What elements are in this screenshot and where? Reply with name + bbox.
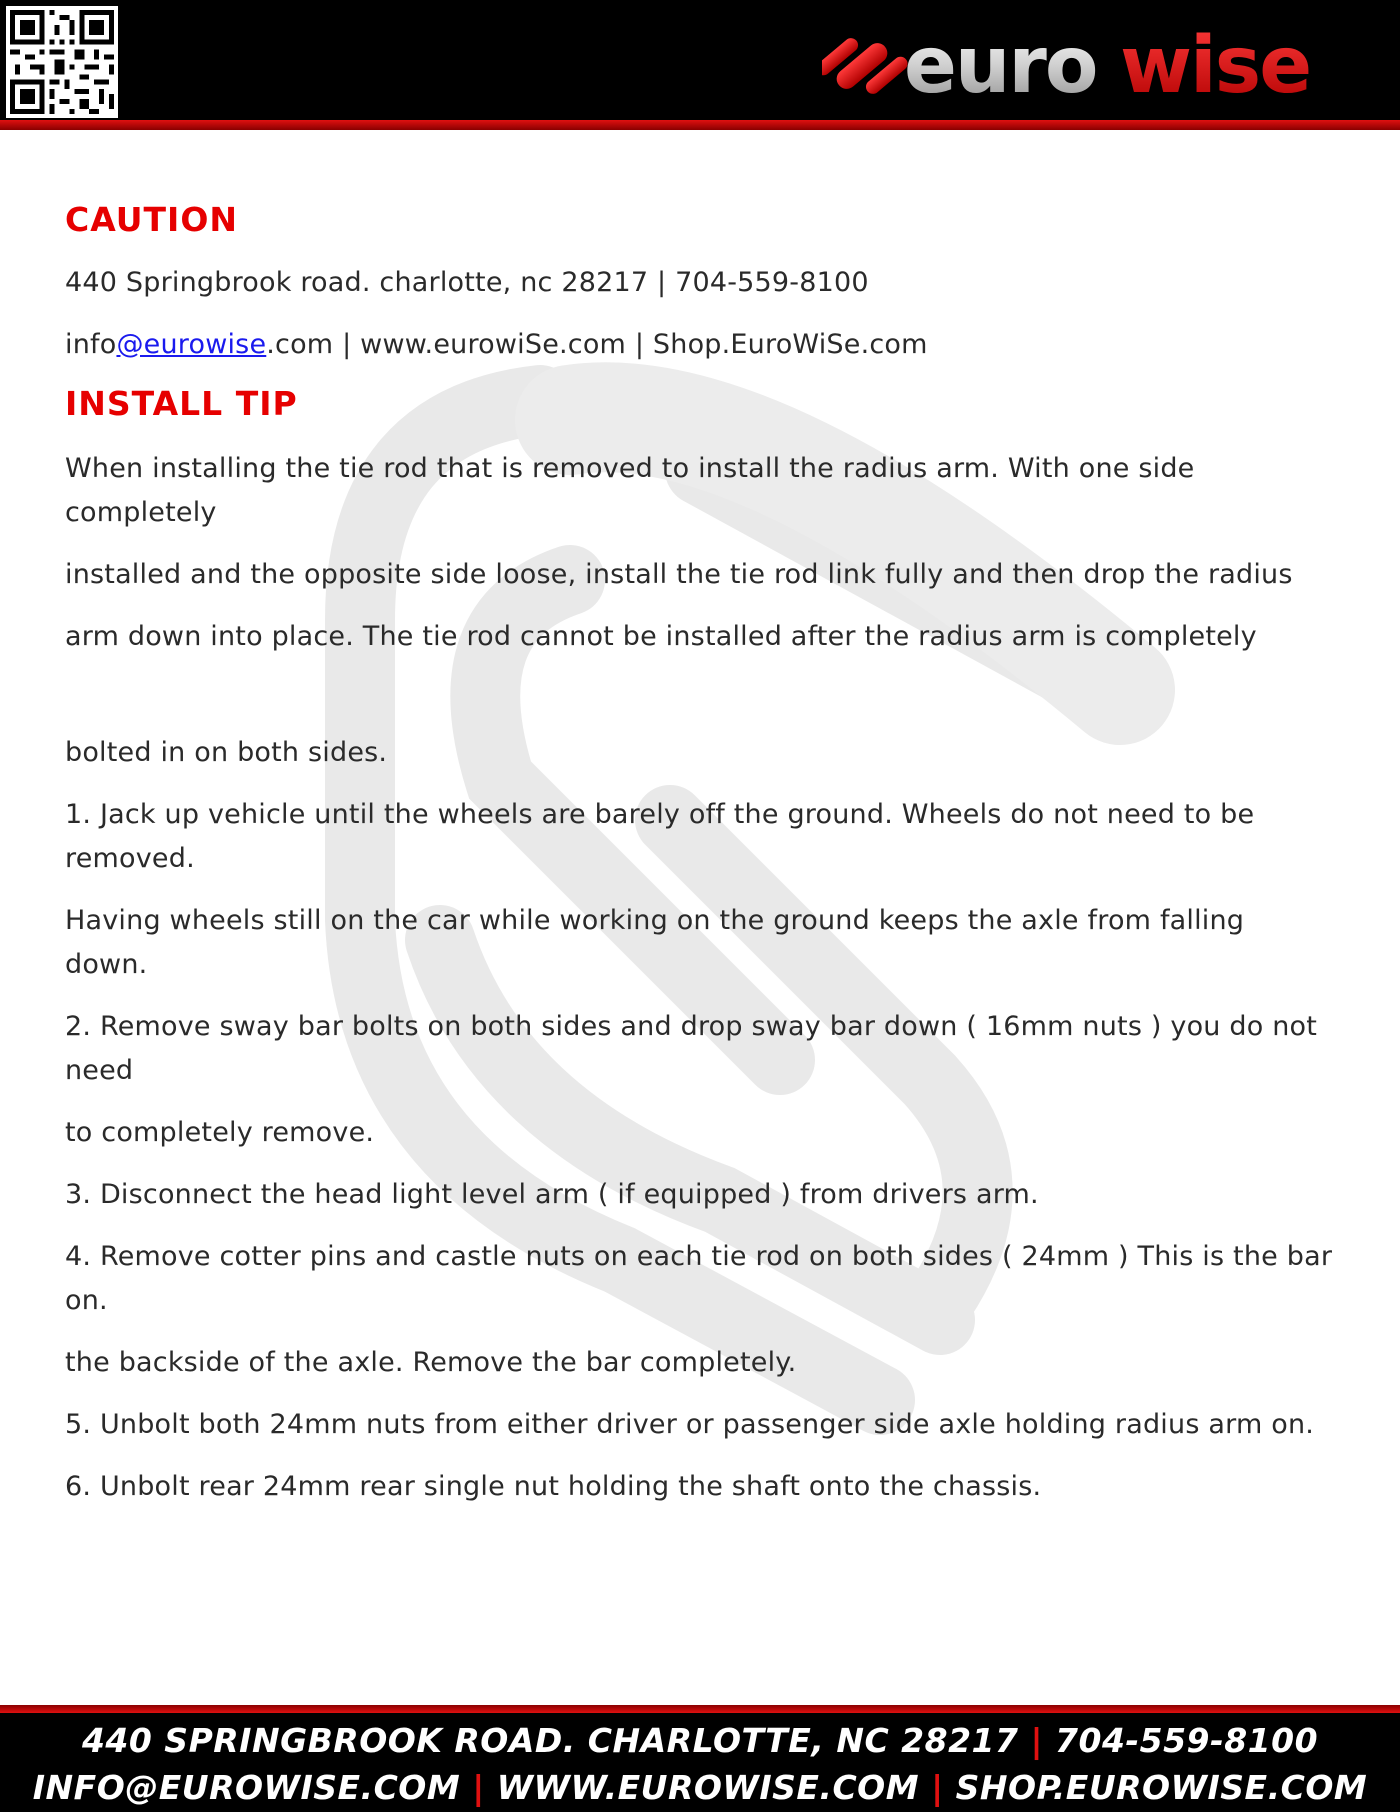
- page-header: [0, 0, 1400, 120]
- address-line: 440 Springbrook road. charlotte, nc 28217 | 704-559-8100: [65, 267, 869, 298]
- footer-line-2: [0, 1764, 1400, 1811]
- paragraph: Having wheels still on the car while working on the ground keeps the axle from falling down.: [65, 905, 1245, 980]
- qr-code: [6, 6, 118, 118]
- paragraph: 5. Unbolt both 24mm nuts from either driver or passenger side axle holding radius arm on.: [65, 1409, 1315, 1440]
- footer-address: 440 SPRINGBROOK ROAD. CHARLOTTE, NC 28217: [81, 1721, 1019, 1760]
- paragraph: to completely remove.: [65, 1117, 375, 1148]
- paragraph: 1. Jack up vehicle until the wheels are barely off the ground. Wheels do not need to be removed.: [65, 799, 1255, 874]
- footer-line-1: [0, 1717, 1400, 1764]
- footer-shop[interactable]: SHOP.EUROWISE.COM: [955, 1768, 1368, 1807]
- contact-line: [65, 323, 1335, 367]
- contact-prefix: info: [65, 329, 117, 360]
- footer-separator: |: [1030, 1721, 1044, 1760]
- paragraph: 3. Disconnect the head light level arm ( if equipped ) from drivers arm.: [65, 1179, 1039, 1210]
- paragraph: the backside of the axle. Remove the bar completely.: [65, 1347, 797, 1378]
- paragraph: 2. Remove sway bar bolts on both sides and drop sway bar down ( 16mm nuts ) you do not need: [65, 1011, 1318, 1086]
- document-body: [65, 195, 1335, 1509]
- caution-heading: CAUTION: [65, 200, 238, 239]
- paragraph: When installing the tie rod that is removed to install the radius arm. With one side completely: [65, 453, 1195, 528]
- page-footer: [0, 1713, 1400, 1812]
- paragraph: 6. Unbolt rear 24mm rear single nut holding the shaft onto the chassis.: [65, 1471, 1042, 1502]
- svg-text:wise: wise: [1120, 21, 1311, 111]
- paragraph: arm down into place. The tie rod cannot be installed after the radius arm is completely: [65, 621, 1257, 652]
- header-stripe: [0, 120, 1400, 130]
- brand-logo: [822, 14, 1382, 114]
- install-tip-heading: INSTALL TIP: [65, 384, 298, 423]
- footer-separator: |: [472, 1768, 485, 1807]
- footer-email[interactable]: INFO@EUROWISE.COM: [32, 1768, 461, 1807]
- footer-stripe: [0, 1705, 1400, 1713]
- footer-separator: |: [931, 1768, 944, 1807]
- footer-website[interactable]: WWW.EUROWISE.COM: [496, 1768, 920, 1807]
- paragraph: installed and the opposite side loose, install the tie rod link fully and then drop the radius: [65, 559, 1293, 590]
- paragraph: bolted in on both sides.: [65, 737, 388, 768]
- contact-suffix: .com | www.eurowiSe.com | Shop.EuroWiSe.com: [266, 329, 928, 360]
- paragraph: 4. Remove cotter pins and castle nuts on each tie rod on both sides ( 24mm ) This is the bar on.: [65, 1241, 1333, 1316]
- footer-phone: 704-559-8100: [1055, 1721, 1319, 1760]
- svg-text:euro: euro: [904, 21, 1097, 111]
- email-link[interactable]: @eurowise: [116, 329, 267, 360]
